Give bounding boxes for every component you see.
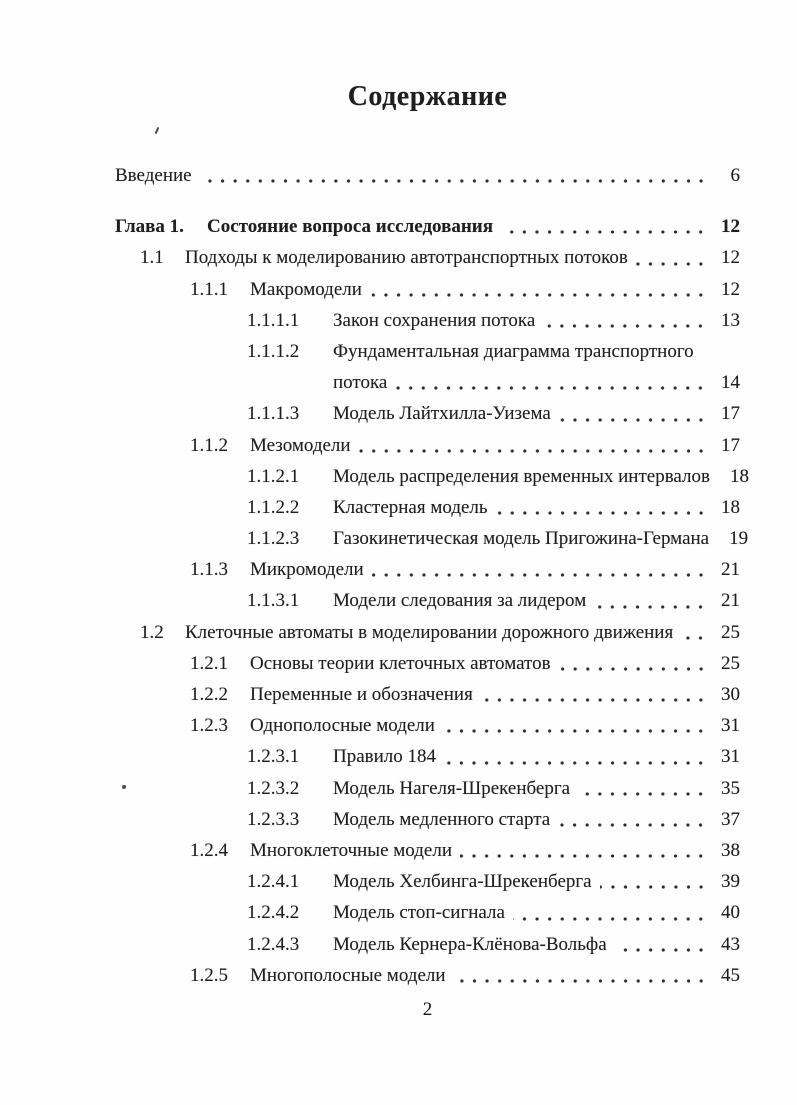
toc-entry	[0, 897, 797, 928]
toc-entry	[0, 274, 797, 305]
toc-entry-title: Подходы к моделированию автотранспортных потоков	[185, 247, 628, 269]
toc-entry-number: 1.2.4.3	[247, 933, 300, 955]
dot-leader	[501, 211, 709, 242]
toc-entry-number: Глава 1.	[115, 216, 184, 238]
toc-entry-page: 31	[721, 746, 740, 768]
dot-leader	[600, 866, 709, 897]
toc-entry-title: Правило 184	[333, 746, 437, 768]
toc-entry-title: Модель медленного старта	[333, 808, 551, 830]
toc-entry-number: 1.1.2.2	[247, 496, 300, 518]
toc-entry-number: 1.2.4	[190, 839, 228, 861]
dot-leader	[558, 804, 709, 835]
toc-entry-page: 40	[721, 902, 740, 924]
dot-leader	[559, 648, 709, 679]
toc-entry-title: Многоклеточные модели	[250, 839, 452, 861]
dot-leader	[594, 585, 709, 616]
toc-entry-number: 1.2.4.1	[247, 871, 300, 893]
toc-entry-number: 1.1.2.3	[247, 528, 300, 550]
dot-leader	[443, 710, 709, 741]
dot-leader	[200, 160, 709, 191]
toc-entry-number: 1.2.5	[190, 964, 228, 986]
toc-entry-title: Модель распределения временных интервалов	[333, 465, 710, 487]
toc-entry-page: 18	[730, 465, 749, 487]
dot-leader	[543, 305, 709, 336]
toc-entry-number: 1.1.2.1	[247, 465, 300, 487]
toc-entry-number: 1.2.3.3	[247, 808, 300, 830]
toc-entry-title: Модель Лайтхилла-Уизема	[333, 403, 551, 425]
toc-entry-number: 1.1.3.1	[247, 590, 300, 612]
toc-entry	[0, 835, 797, 866]
toc-entry-number: 1.1.1.1	[247, 309, 300, 331]
toc-entry-number: 1.2	[140, 621, 164, 643]
toc-entry-title: Фундаментальная диаграмма транспортного	[333, 340, 694, 362]
toc-entry-title: Модель Хелбинга-Шрекенберга	[333, 871, 592, 893]
toc-entry-title: Модель Кернера-Клёнова-Вольфа	[333, 933, 607, 955]
toc-entry-title: Состояние вопроса исследования	[207, 216, 494, 238]
toc-entry	[0, 804, 797, 835]
toc-entry-title: Мезомодели	[250, 434, 351, 456]
toc-entry-title: Однополосные модели	[250, 715, 435, 737]
toc-entry-title: Модель Нагеля-Шрекенберга	[333, 777, 571, 799]
scan-artifact	[155, 127, 160, 134]
toc-entry	[0, 960, 797, 991]
toc-entry	[0, 773, 797, 804]
toc-entry	[0, 492, 797, 523]
toc-entry-page: 43	[721, 933, 740, 955]
toc-entry-title: Переменные и обозначения	[250, 684, 473, 705]
toc-entry-title: Клеточные автоматы в моделировании дорожного движения	[185, 621, 674, 643]
toc-entry-page: 17	[721, 403, 740, 425]
toc-entry	[0, 305, 797, 336]
toc-entry-number: 1.1.2	[190, 434, 228, 456]
toc-entry	[0, 430, 797, 461]
toc-entry-page: 45	[721, 964, 740, 986]
toc-entry-page: 17	[721, 434, 740, 456]
toc-entry-page: 14	[721, 372, 740, 394]
page-number: 2	[422, 999, 433, 1020]
table-of-contents	[0, 160, 797, 991]
dot-leader	[359, 430, 709, 461]
toc-entry-title: Модели следования за лидером	[333, 590, 587, 612]
toc-entry	[0, 741, 797, 772]
toc-entry-page: 12	[721, 216, 740, 238]
dot-leader	[513, 897, 709, 928]
toc-entry-page: 12	[721, 247, 740, 269]
toc-entry-page: 39	[721, 871, 740, 893]
toc-entry-page: 25	[721, 621, 740, 643]
dot-leader	[615, 929, 709, 960]
toc-entry	[0, 336, 797, 367]
toc-entry-page: 37	[721, 808, 740, 830]
toc-entry-title: Модель стоп-сигнала	[333, 902, 505, 924]
dot-leader	[395, 367, 709, 398]
dot-leader	[460, 835, 709, 866]
toc-entry-title: потока	[333, 372, 388, 394]
toc-entry-number: 1.2.2	[190, 684, 228, 705]
dot-leader	[444, 741, 709, 772]
toc-entry-title: Кластерная модель	[333, 496, 488, 518]
toc-entry-number: 1.2.1	[190, 652, 228, 674]
dot-leader	[636, 242, 709, 273]
toc-entry	[0, 367, 797, 398]
toc-entry	[0, 523, 797, 554]
toc-entry-number: 1.1.1.3	[247, 403, 300, 425]
dot-leader	[496, 492, 709, 523]
toc-entry-page: 35	[721, 777, 740, 799]
toc-entry-number: 1.2.4.2	[247, 902, 300, 924]
toc-entry-number: 1.1.1	[190, 278, 228, 300]
toc-entry-page: 19	[729, 528, 749, 550]
toc-entry-title: Многополосные модели	[250, 964, 446, 986]
toc-entry	[0, 211, 797, 242]
dot-leader	[372, 554, 709, 585]
toc-entry-page: 13	[721, 309, 740, 331]
toc-entry-page: 21	[721, 590, 740, 612]
toc-entry-page: 30	[721, 684, 740, 705]
toc-entry	[0, 929, 797, 960]
toc-entry-number: 1.1.1.2	[247, 340, 300, 362]
toc-entry-number: 1.2.3.1	[247, 746, 300, 768]
toc-entry-title: Микромодели	[250, 559, 364, 581]
toc-entry-number: 1.2.3.2	[247, 777, 300, 799]
toc-entry-title: Газокинетическая модель Пригожина-Германа	[333, 528, 710, 550]
toc-entry-number: 1.1.3	[190, 559, 228, 581]
toc-entry	[0, 679, 797, 710]
toc-entry	[0, 866, 797, 897]
toc-entry-page: 25	[721, 652, 740, 674]
toc-entry-page: 21	[721, 559, 740, 581]
toc-entry	[0, 617, 797, 648]
toc-entry-number: 1.2.3	[190, 715, 228, 737]
dot-leader	[578, 773, 709, 804]
toc-entry	[0, 648, 797, 679]
dot-leader	[454, 960, 709, 991]
toc-entry-page: 38	[721, 839, 740, 861]
toc-entry	[0, 710, 797, 741]
toc-entry-page: 18	[721, 496, 740, 518]
dot-leader	[681, 617, 709, 648]
toc-entry-page: 12	[721, 278, 740, 300]
toc-entry-title: Основы теории клеточных автоматов	[250, 652, 551, 674]
toc-entry	[0, 585, 797, 616]
toc-entry-title: Введение	[115, 165, 192, 186]
toc-entry	[0, 160, 797, 191]
toc-entry	[0, 242, 797, 273]
toc-entry	[0, 554, 797, 585]
dot-leader	[481, 679, 709, 710]
toc-entry	[0, 398, 797, 429]
toc-entry-number: 1.1	[140, 247, 164, 269]
toc-entry-title: Макромодели	[250, 278, 362, 300]
toc-entry-page: 31	[721, 715, 740, 737]
dot-leader	[370, 274, 709, 305]
toc-entry-page: 6	[730, 165, 740, 186]
toc-entry-title: Закон сохранения потока	[333, 309, 536, 331]
page-title: Содержание	[347, 81, 508, 112]
dot-leader	[559, 398, 709, 429]
toc-entry	[0, 461, 797, 492]
